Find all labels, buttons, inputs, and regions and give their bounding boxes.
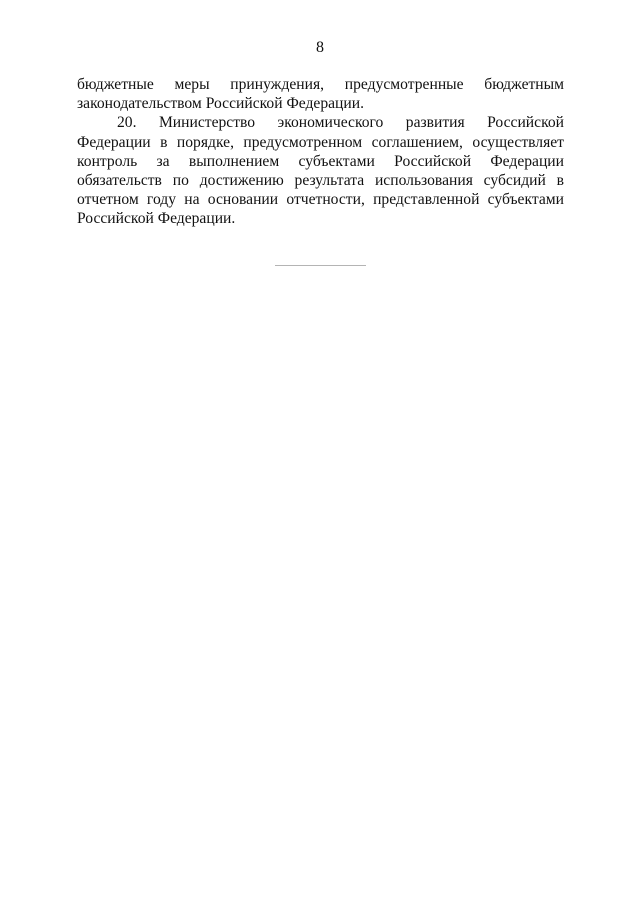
paragraph-item-20: 20. Министерство экономического развития Российской Федерации в порядке, предусмотренном соглашением, осуществляет контроль за выполнением субъектами Российской Федерации обязательств по достижению результата использования субсидий в отчетном году на основании отчетности, представленной субъектами Российской Федерации. [77,114,564,228]
page-number: 8 [316,39,324,56]
document-body [77,75,564,229]
paragraph-continuation: бюджетные меры принуждения, предусмотренные бюджетным законодательством Российской Федерации. [77,76,564,113]
end-of-document-separator [275,265,366,266]
